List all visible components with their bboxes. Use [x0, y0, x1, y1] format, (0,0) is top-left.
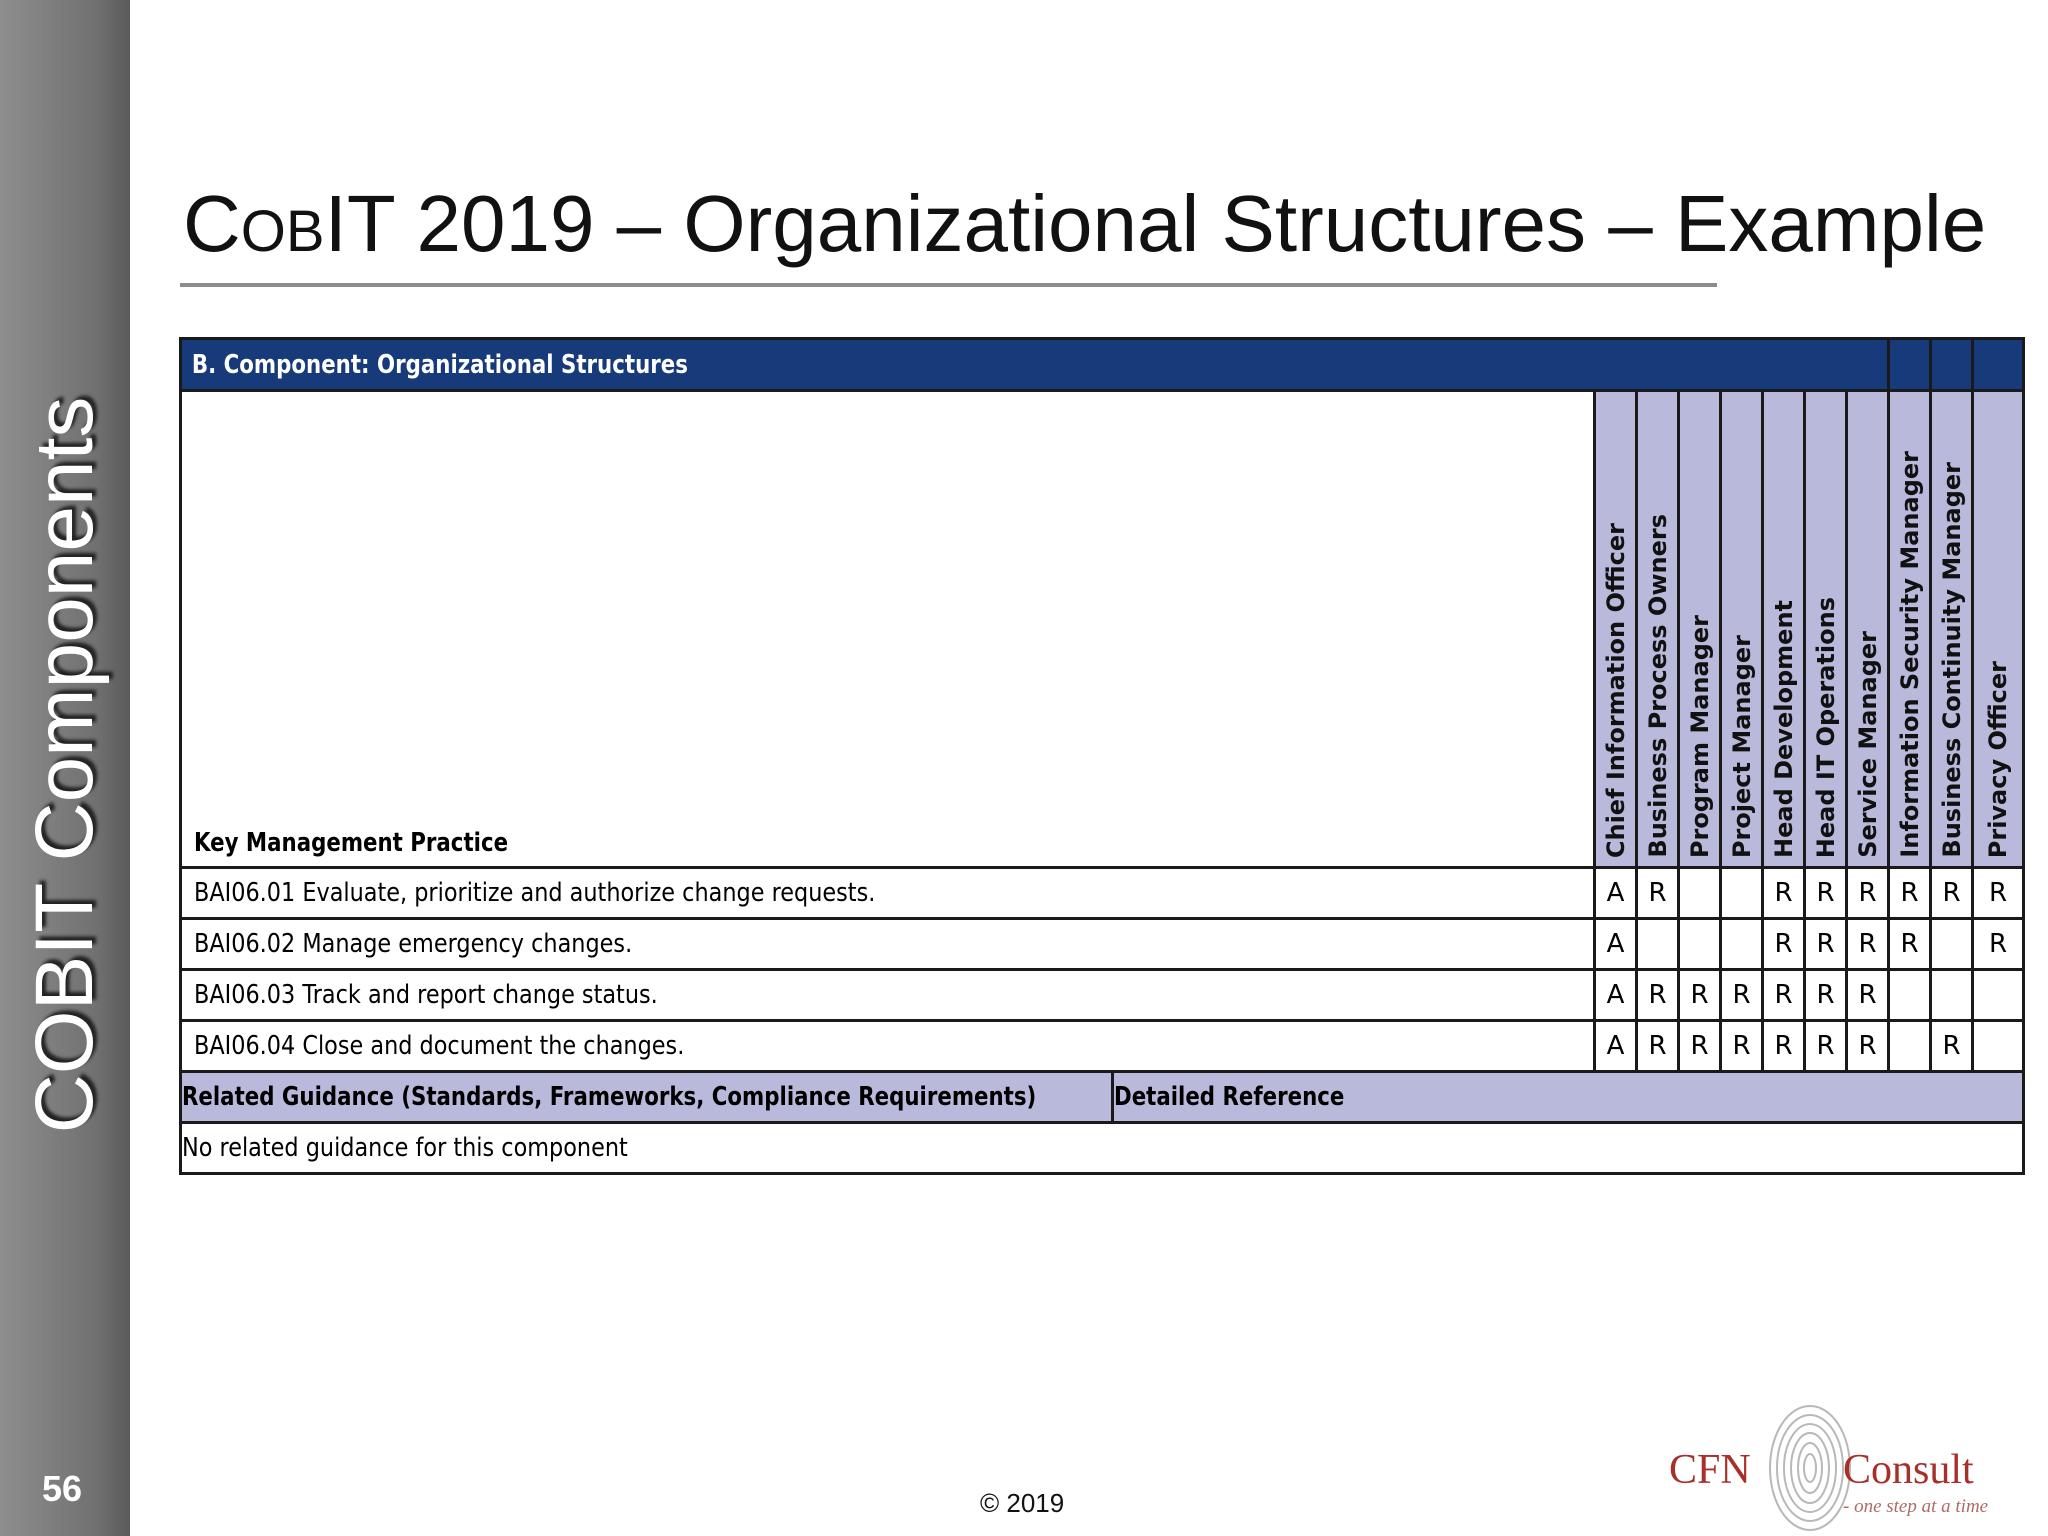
raci-cell: R: [1805, 970, 1847, 1021]
raci-cell: [1679, 868, 1721, 919]
component-header-title: B. Component: Organizational Structures: [191, 349, 688, 380]
role-header: [1679, 391, 1721, 868]
raci-cell: R: [1805, 919, 1847, 970]
raci-cell: [1931, 970, 1973, 1021]
raci-cell: [1721, 919, 1763, 970]
no-guidance-text: No related guidance for this component: [182, 1133, 628, 1163]
raci-cell: [1721, 868, 1763, 919]
role-header-text: Project Manager: [1727, 634, 1756, 858]
raci-cell: R: [1637, 970, 1679, 1021]
role-header-text: Head Development: [1769, 600, 1798, 858]
raci-cell: R: [1763, 970, 1805, 1021]
raci-cell: R: [1721, 1021, 1763, 1072]
raci-cell: [1931, 919, 1973, 970]
logo-name-left: CFN: [1669, 1447, 1751, 1493]
raci-cell: R: [1847, 970, 1889, 1021]
raci-cell: R: [1805, 868, 1847, 919]
title-letter-c: C: [183, 179, 241, 268]
role-header: [1889, 391, 1931, 868]
cfn-consult-logo: [1665, 1400, 2045, 1536]
raci-cell: A: [1595, 970, 1637, 1021]
practice-text: BAI06.01 Evaluate, prioritize and authorize change requests.: [194, 878, 876, 908]
raci-cell: A: [1595, 919, 1637, 970]
role-header: [1805, 391, 1847, 868]
practice-cell: [181, 868, 1595, 919]
practice-cell: [181, 919, 1595, 970]
header-blank-cell: [1889, 339, 1931, 391]
sidebar: [0, 0, 130, 1536]
raci-cell: [1637, 919, 1679, 970]
header-blank-cell: [1931, 339, 1973, 391]
raci-cell: R: [1805, 1021, 1847, 1072]
raci-cell: [1973, 970, 2024, 1021]
title-letters-ob: OB: [240, 199, 325, 264]
raci-cell: R: [1763, 919, 1805, 970]
role-header-text: Privacy Officer: [1984, 660, 2013, 858]
detailed-reference-label: [1113, 1072, 2024, 1123]
raci-cell: R: [1763, 868, 1805, 919]
title-rest: T 2019 – Organizational Structures – Example: [346, 179, 1987, 268]
raci-cell: [1889, 970, 1931, 1021]
practice-text: BAI06.02 Manage emergency changes.: [194, 929, 633, 959]
role-header-text: Head IT Operations: [1811, 596, 1840, 858]
role-header-text: Business Process Owners: [1643, 514, 1672, 858]
org-structures-table: [179, 337, 2025, 1175]
header-blank-cell: [1973, 339, 2024, 391]
practice-text: BAI06.04 Close and document the changes.: [194, 1031, 685, 1061]
page-number: 56: [42, 1468, 83, 1509]
copyright: © 2019: [980, 1488, 1065, 1518]
raci-cell: A: [1595, 1021, 1637, 1072]
sidebar-title: COBIT Components: [19, 396, 110, 1134]
raci-cell: R: [1889, 868, 1931, 919]
role-header: [1973, 391, 2024, 868]
no-guidance-cell: [181, 1123, 2024, 1174]
fingerprint-icon: [1765, 1402, 1855, 1534]
raci-cell: R: [1721, 970, 1763, 1021]
component-header-row: [181, 339, 2024, 391]
key-practice-label: [181, 391, 1595, 868]
no-guidance-row: [181, 1123, 2024, 1174]
raci-cell: R: [1679, 970, 1721, 1021]
related-guidance-label: [181, 1072, 1113, 1123]
raci-cell: R: [1931, 1021, 1973, 1072]
logo-tagline: - one step at a time: [1843, 1496, 1989, 1517]
practice-cell: [181, 970, 1595, 1021]
roles-header-row: [181, 391, 2024, 868]
role-header-text: Service Manager: [1853, 631, 1882, 858]
raci-cell: R: [1973, 919, 2024, 970]
raci-cell: [1679, 919, 1721, 970]
raci-cell: A: [1595, 868, 1637, 919]
raci-cell: R: [1847, 868, 1889, 919]
table-row: [181, 868, 2024, 919]
raci-cell: R: [1973, 868, 2024, 919]
role-header-text: Business Continuity Manager: [1937, 462, 1966, 858]
raci-cell: R: [1889, 919, 1931, 970]
related-guidance-text: Related Guidance (Standards, Frameworks, Compliance Requirements): [182, 1082, 1037, 1112]
raci-cell: R: [1931, 868, 1973, 919]
component-header-cell: [181, 339, 1889, 391]
raci-cell: R: [1637, 1021, 1679, 1072]
related-guidance-row: [181, 1072, 2024, 1123]
detailed-reference-text: Detailed Reference: [1114, 1082, 1345, 1112]
role-header: [1931, 391, 1973, 868]
role-header: [1763, 391, 1805, 868]
practice-cell: [181, 1021, 1595, 1072]
title-letter-i: I: [324, 179, 347, 268]
role-header: [1847, 391, 1889, 868]
role-header: [1721, 391, 1763, 868]
raci-cell: R: [1763, 1021, 1805, 1072]
slide-title: [183, 178, 1986, 270]
raci-cell: R: [1847, 1021, 1889, 1072]
role-header: [1595, 391, 1637, 868]
title-underline: [180, 283, 1717, 287]
table-row: [181, 1021, 2024, 1072]
practice-text: BAI06.03 Track and report change status.: [194, 980, 658, 1010]
logo-name-right: Consult: [1843, 1447, 1974, 1493]
role-header: [1637, 391, 1679, 868]
raci-cell: R: [1679, 1021, 1721, 1072]
key-practice-label-text: Key Management Practice: [194, 828, 509, 858]
raci-cell: [1889, 1021, 1931, 1072]
role-header-text: Program Manager: [1685, 614, 1714, 858]
raci-cell: R: [1637, 868, 1679, 919]
raci-cell: [1973, 1021, 2024, 1072]
role-header-text: Information Security Manager: [1895, 451, 1924, 858]
role-header-text: Chief Information Officer: [1601, 522, 1630, 858]
raci-cell: R: [1847, 919, 1889, 970]
table-row: [181, 919, 2024, 970]
table-row: [181, 970, 2024, 1021]
